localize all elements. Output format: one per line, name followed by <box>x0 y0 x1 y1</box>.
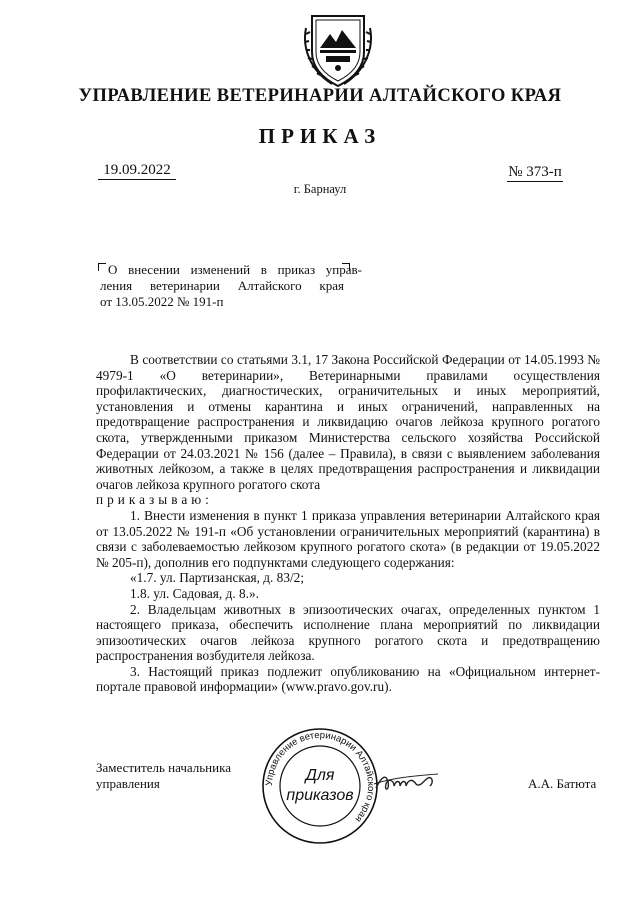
official-stamp <box>260 726 380 846</box>
signer-position <box>96 760 231 792</box>
document-body <box>96 352 600 695</box>
subject-line-1: О внесении изменений в приказ управ- <box>108 262 362 277</box>
bracket-left-icon <box>98 263 106 271</box>
order-word: приказываю: <box>96 492 213 508</box>
document-date: 19.09.2022 <box>98 162 176 180</box>
item-3-paragraph: 3. Настоящий приказ подлежит опубликованию на «Официальном интернет-портале правовой информации» (www.pravo.gov.ru). <box>96 663 600 695</box>
document-subject <box>100 262 362 310</box>
signer-position-line-2: управления <box>96 776 160 791</box>
document-type-title: ПРИКАЗ <box>258 124 382 148</box>
signer-position-line-1: Заместитель начальника <box>96 760 231 775</box>
document-city: г. Барнаул <box>293 182 347 196</box>
subitem-1-7: «1.7. ул. Партизанская, д. 83/2; <box>130 570 305 586</box>
stamp-text-line-1: Для <box>305 767 335 784</box>
subject-line-2: ления ветеринарии Алтайского края <box>100 278 344 293</box>
item-1-paragraph: 1. Внести изменения в пункт 1 приказа управления ветеринарии Алтайского края от 13.05.2022 № 191-п «Об установлении ограничительных мероприятий (карантина) в связи с заболеваемостью лейкозом крупного рогатого скота» (в редакции от 19.05.2022 № 205-п), дополнив его подпунктами следующего содержания: <box>96 507 600 570</box>
stamp-text-line-2: приказов <box>286 787 354 804</box>
handwritten-signature <box>372 768 442 798</box>
coat-of-arms-icon <box>302 8 374 88</box>
organization-title: УПРАВЛЕНИЕ ВЕТЕРИНАРИИ АЛТАЙСКОГО КРАЯ <box>78 86 562 106</box>
bracket-right-icon <box>342 263 350 271</box>
stamp-ring-text: Управление ветеринарии Алтайского края <box>263 729 377 825</box>
document-number: № 373-п <box>508 164 562 180</box>
subject-line-3: от 13.05.2022 № 191-п <box>100 294 224 309</box>
item-2-paragraph: 2. Владельцам животных в эпизоотических очагах, определенных пунктом 1 настоящего приказа, обеспечить исполнение плана мероприятий по ликвидации эпизоотических очагов лейкоза крупного рогатого скота и предотвращению распространения возбудителя лейкоза. <box>96 601 600 664</box>
preamble-paragraph: В соответствии со статьями 3.1, 17 Закона Российской Федерации от 14.05.1993 № 4979-1 «О ветеринарии», Ветеринарными правилами осуществления профилактических, диагностических, ограничительных и иных мероприятий, установления и отмены карантина и иных ограничений, направленных на предотвращение распространения и ликвидацию очагов лейкоза крупного рогатого скота, утвержденными приказом Министерства сельского хозяйства Российской Федерации от 24.03.2021 № 156 (далее – Правила), в связи с выявлением заболевания животных лейкозом, а также в целях предотвращения распространения и ликвидации очагов лейкоза крупного рогатого скота <box>96 352 600 492</box>
signer-name: А.А. Батюта <box>528 776 597 791</box>
subitem-1-8: 1.8. ул. Садовая, д. 8.». <box>130 585 259 601</box>
